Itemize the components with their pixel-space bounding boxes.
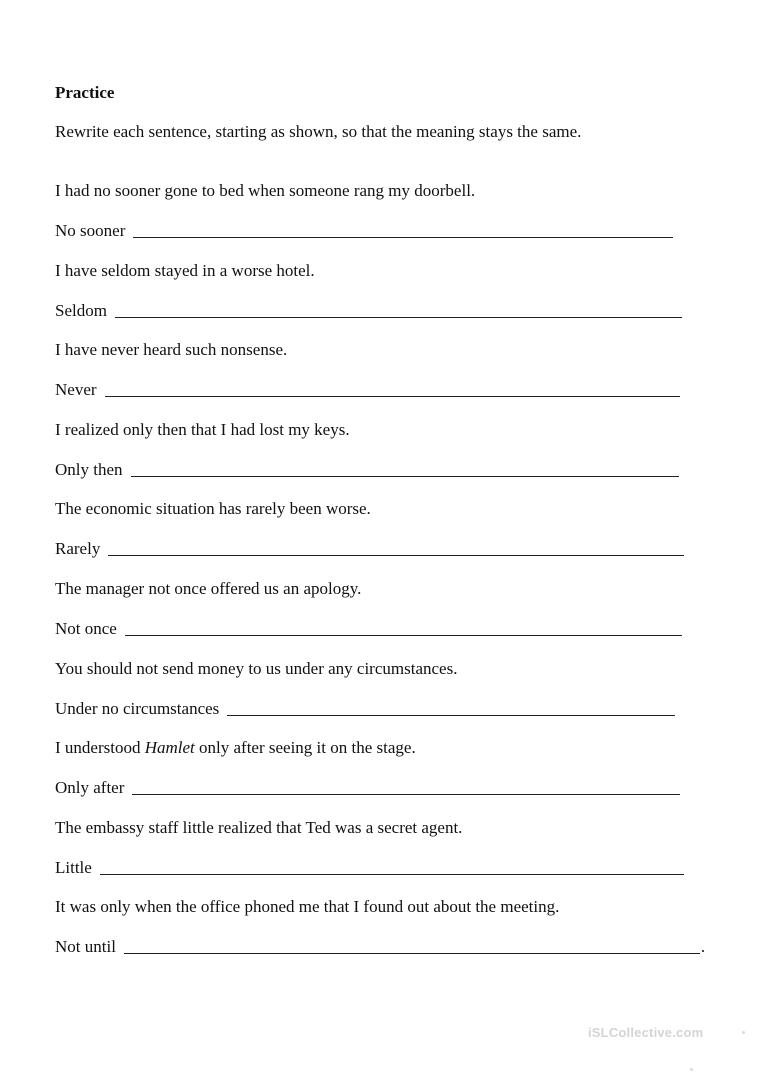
sentence-starter: Under no circumstances	[55, 698, 220, 718]
exercise-item	[55, 180, 715, 260]
exercise-item	[55, 260, 715, 340]
answer-blank-line[interactable]	[125, 618, 682, 636]
exercise-item	[55, 896, 715, 976]
answer-blank-line[interactable]	[131, 459, 679, 477]
title-italic: Hamlet	[144, 738, 195, 758]
sentence-starter: Only after	[55, 778, 125, 798]
instruction-text: Rewrite each sentence, starting as shown, so that the meaning stays the same.	[55, 122, 582, 141]
exercise-item	[55, 817, 715, 897]
answer-row	[55, 618, 683, 640]
original-sentence: It was only when the office phoned me that I found out about the meeting.	[55, 897, 560, 917]
sentence-starter: Never	[55, 380, 97, 400]
original-sentence: I understood Hamlet only after seeing it on the stage.	[55, 738, 416, 758]
answer-blank-line[interactable]	[132, 777, 680, 795]
watermark-dot	[742, 1031, 745, 1034]
sentence-starter: Only then	[55, 459, 123, 479]
exercise-list	[55, 180, 715, 976]
exercise-item	[55, 578, 715, 658]
answer-row	[55, 857, 685, 879]
answer-row	[55, 698, 676, 720]
answer-row	[55, 936, 705, 958]
exercise-item	[55, 339, 715, 419]
answer-blank-line[interactable]	[133, 220, 673, 238]
sentence-starter: Not once	[55, 618, 117, 638]
site-watermark: iSLCollective.com	[588, 1025, 704, 1040]
original-sentence: The embassy staff little realized that Ted was a secret agent.	[55, 817, 463, 837]
exercise-item	[55, 419, 715, 499]
answer-blank-line[interactable]	[227, 698, 675, 716]
answer-blank-line[interactable]	[100, 857, 684, 875]
answer-row	[55, 459, 680, 481]
answer-row	[55, 220, 674, 242]
sentence-starter: Little	[55, 857, 92, 877]
answer-row	[55, 300, 683, 322]
original-sentence: I had no sooner gone to bed when someone rang my doorbell.	[55, 181, 476, 200]
watermark-dot	[690, 1068, 693, 1071]
answer-blank-line[interactable]	[108, 538, 684, 556]
sentence-starter: Not until	[55, 937, 116, 957]
sentence-end-punctuation: .	[700, 937, 706, 957]
answer-blank-line[interactable]	[105, 379, 680, 397]
exercise-item	[55, 498, 715, 578]
original-sentence: I have never heard such nonsense.	[55, 340, 288, 360]
exercise-item	[55, 658, 715, 738]
sentence-starter: Seldom	[55, 300, 107, 320]
page-title: Practice	[55, 83, 115, 102]
answer-blank-line[interactable]	[115, 300, 682, 318]
original-sentence: I realized only then that I had lost my keys.	[55, 419, 350, 439]
original-sentence: I have seldom stayed in a worse hotel.	[55, 260, 315, 280]
answer-row	[55, 538, 685, 560]
sentence-starter: Rarely	[55, 539, 101, 559]
answer-row	[55, 777, 681, 799]
answer-blank-line[interactable]	[124, 936, 700, 954]
original-sentence: The manager not once offered us an apology.	[55, 578, 362, 598]
sentence-starter: No sooner	[55, 221, 126, 240]
original-sentence: You should not send money to us under any circumstances.	[55, 658, 458, 678]
exercise-item	[55, 737, 715, 817]
original-sentence: The economic situation has rarely been worse.	[55, 499, 371, 519]
answer-row	[55, 379, 681, 401]
